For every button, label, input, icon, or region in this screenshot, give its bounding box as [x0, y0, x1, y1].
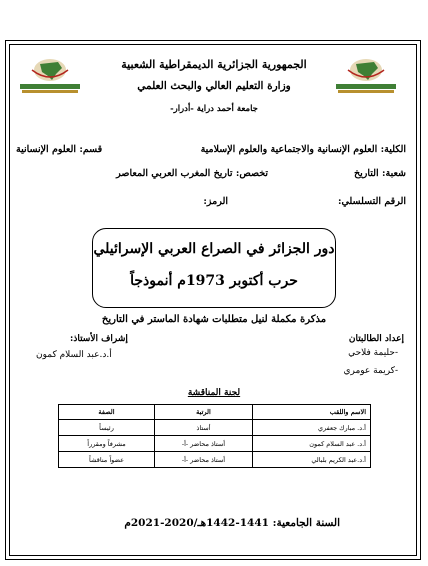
- member-role: عضواً مناقشاً: [59, 452, 155, 468]
- header-role: الصفة: [59, 405, 155, 420]
- member-role: رئيساً: [59, 420, 155, 436]
- header-name: الاسم واللقب: [253, 405, 371, 420]
- table-row: [59, 420, 371, 436]
- students-label: إعداد الطالبتان: [348, 334, 404, 344]
- member-name: أ.د. عبد السلام كمون: [253, 436, 371, 452]
- code-label: الرمز:: [203, 196, 228, 207]
- table-header-row: [59, 405, 371, 420]
- table-row: [59, 436, 371, 452]
- thesis-title-box: [92, 228, 336, 308]
- memo-description: مذكرة مكملة لنيل متطلبات شهادة الماستر في التاريخ: [101, 314, 327, 325]
- university-heading: جامعة أحمد دراية -أدرار-: [170, 104, 258, 114]
- republic-heading: الجمهورية الجزائرية الديمقراطية الشعبية: [121, 58, 307, 71]
- supervisor-name: أ.د.عبد السلام كمون: [36, 350, 112, 360]
- supervisor-label: إشراف الأستاذ:: [70, 334, 128, 344]
- member-role: مشرفاً ومقرراً: [59, 436, 155, 452]
- specialty-label: تخصص: تاريخ المغرب العربي المعاصر: [116, 168, 268, 179]
- student-name-2: -كريمة عومري: [343, 366, 398, 376]
- faculty-label: الكلية: العلوم الإنسانية والاجتماعية والعلوم الإسلامية: [200, 144, 406, 155]
- academic-year: السنة الجامعية: 1441-1442هـ/2020-2021م: [124, 517, 340, 529]
- member-rank: أستاذ محاضر -أ-: [155, 436, 253, 452]
- branch-label: شعبة: التاريخ: [354, 168, 406, 179]
- thesis-title-line2: حرب أكتوبر 1973م أنموذجاً: [130, 273, 298, 289]
- department-label: قسم: العلوم الإنسانية: [16, 144, 103, 155]
- member-name: أ.د.عبد الكريم بلبالي: [253, 452, 371, 468]
- member-name: أ.د. مبارك جعفري: [253, 420, 371, 436]
- serial-number-label: الرقم التسلسلي:: [337, 196, 406, 207]
- table-row: [59, 452, 371, 468]
- committee-title: لجنة المناقشة: [187, 388, 241, 398]
- student-name-1: -حليمة فلاحي: [348, 348, 398, 358]
- member-rank: أستاذ محاضر -أ-: [155, 452, 253, 468]
- header-rank: الرتبة: [155, 405, 253, 420]
- committee-table: [58, 404, 371, 468]
- thesis-title-line1: دور الجزائر في الصراع العربي الإسرائيلي: [93, 241, 335, 257]
- ministry-heading: وزارة التعليم العالي والبحث العلمي: [137, 80, 291, 92]
- member-rank: أستاذ: [155, 420, 253, 436]
